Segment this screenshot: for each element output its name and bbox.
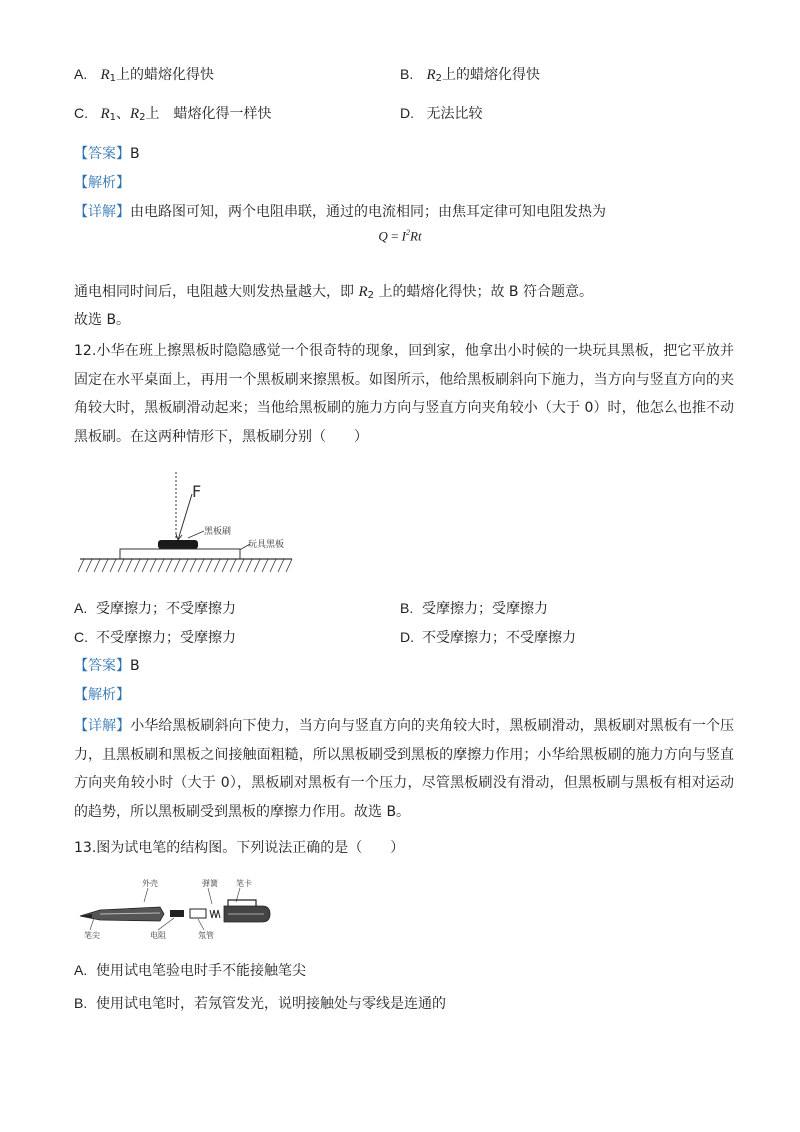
formula-rt: Rt [410, 228, 422, 244]
q12-answer [74, 656, 140, 676]
q11-conclusion: 故选 B。 [74, 312, 131, 328]
q12-option-c [74, 627, 236, 648]
force-label: F [192, 482, 202, 501]
r2-symbol: R [358, 284, 368, 300]
q12-option-b [400, 598, 548, 619]
q13-figure [78, 876, 278, 942]
spring [210, 910, 220, 918]
formula-q: Q [378, 228, 388, 244]
detail-text: 由电路图可知，两个电阻串联，通过的电流相同；由焦耳定律可知电阻发热为 [130, 204, 606, 220]
q11-option-b [400, 64, 540, 85]
q12-option-a [74, 598, 236, 619]
resistor-label: 电阻 [150, 931, 166, 940]
pen-tip-body [80, 907, 164, 921]
blackboard-brush [158, 540, 198, 549]
board-label: 玩具黑板 [248, 540, 285, 550]
neon-label: 氖管 [198, 931, 214, 940]
r2-symbol: R [426, 67, 436, 83]
r2-symbol: R [130, 106, 140, 122]
table-hatch [78, 559, 292, 572]
q11-option-c [74, 103, 272, 124]
brush-leader [188, 531, 204, 538]
q11-option-c-text: 上 蜡熔化得一样快 [145, 106, 272, 122]
pen-cap [224, 900, 270, 922]
detail-text: 小华给黑板刷斜向下使力，当方向与竖直方向的夹角较大时，黑板刷滑动，黑板刷对黑板有一个压力，且黑板刷和黑板之间接触面粗糙，所以黑板刷受到黑板的摩擦力作用；小华给黑板刷的施力方向与竖直方向夹角较小时（大于 0），黑板刷对黑板有一个压力，尽管黑板刷没有滑动，但黑板刷与黑板有相对运动的趋势，所以黑板刷受到黑板的摩擦力作用。故选 B。 [74, 718, 735, 820]
detail-text: 上的蜡熔化得快；故 B 符合题意。 [374, 284, 593, 300]
answer-value: B [130, 658, 140, 674]
q11-option-b-text: 上的蜡熔化得快 [442, 67, 540, 83]
q12-option-c-label: C. [74, 629, 88, 645]
q12-option-a-text: 受摩擦力；不受摩擦力 [96, 601, 236, 617]
q12-option-d-label: D. [400, 629, 414, 645]
q12-option-c-text: 不受摩擦力；受摩擦力 [96, 630, 236, 646]
q11-option-d-label: D. [400, 105, 414, 121]
neon-tube [190, 909, 206, 918]
detail-tag: 【详解】 [74, 718, 131, 734]
q11-option-d-text: 无法比较 [426, 106, 483, 122]
q11-answer [74, 144, 140, 164]
tip-leader [90, 918, 94, 930]
q13-option-a [74, 960, 306, 981]
spring-label: 弹簧 [202, 879, 218, 888]
q12-option-a-label: A. [74, 600, 88, 616]
answer-value: B [130, 146, 140, 162]
shell-leader [144, 888, 148, 902]
formula-equals: = [387, 228, 402, 244]
q11-option-b-label: B. [400, 66, 414, 82]
neon-leader [198, 919, 204, 930]
analysis-tag: 【解析】 [74, 687, 130, 703]
resistor [170, 910, 184, 917]
formula-i: I [401, 228, 406, 244]
r2-subscript: 2 [435, 73, 442, 84]
formula-exponent: 2 [406, 228, 410, 237]
brush-label: 黑板刷 [204, 527, 232, 537]
q12-option-b-text: 受摩擦力；受摩擦力 [422, 601, 548, 617]
q12-option-b-label: B. [400, 600, 414, 616]
q13-option-b-label: B. [74, 995, 88, 1011]
q11-option-a [74, 64, 214, 85]
q12-option-d [400, 627, 576, 648]
q13-option-a-text: 使用试电笔验电时手不能接触笔尖 [96, 963, 306, 979]
r1-subscript: 1 [109, 112, 116, 123]
q13-option-b-text: 使用试电笔时，若氖管发光，说明接触处与零线是连通的 [96, 996, 446, 1012]
clip-label: 笔卡 [236, 879, 252, 888]
r1-subscript: 1 [109, 73, 116, 84]
r1-symbol: R [100, 67, 110, 83]
joule-formula [0, 228, 800, 244]
force-arrow [176, 472, 192, 542]
analysis-tag: 【解析】 [74, 175, 130, 191]
r1-symbol: R [100, 106, 110, 122]
q12-detail [74, 712, 734, 826]
q12-stem: 12.小华在班上擦黑板时隐隐感觉一个很奇特的现象，回到家，他拿出小时候的一块玩具黑板，把它平放并固定在水平桌面上，再用一个黑板刷来擦黑板。如图所示，他给黑板刷斜向下施力，当方向与竖直方向的夹角较大时，黑板刷滑动起来；当他给黑板刷的施力方向与竖直方向夹角较小（大于 0）时，他怎么也推不动黑板刷。在这两种情形下，黑板刷分别（ ） [74, 343, 734, 445]
q11-option-c-label: C. [74, 105, 88, 121]
detail-text: 通电相同时间后，电阻越大则发热量越大，即 [74, 284, 359, 300]
separator: 、 [116, 106, 130, 122]
q11-option-a-text: 上的蜡熔化得快 [116, 67, 214, 83]
q13-option-a-label: A. [74, 962, 88, 978]
q12-figure [78, 472, 298, 580]
shell-label: 外壳 [142, 879, 158, 888]
q12-option-d-text: 不受摩擦力；不受摩擦力 [422, 630, 576, 646]
r2-subscript: 2 [139, 112, 146, 123]
q11-detail-line1 [74, 202, 606, 222]
spring-leader [208, 888, 212, 904]
q11-option-a-label: A. [74, 66, 88, 82]
answer-tag: 【答案】 [74, 146, 130, 162]
q11-option-d [400, 103, 482, 124]
q13-option-b [74, 993, 446, 1014]
q11-detail-line2 [74, 282, 593, 302]
detail-tag: 【详解】 [74, 204, 130, 220]
answer-tag: 【答案】 [74, 658, 130, 674]
q13-stem: 13.图为试电笔的结构图。下列说法正确的是（ ） [74, 840, 405, 856]
toy-blackboard [120, 549, 240, 559]
tip-label: 笔尖 [84, 931, 100, 940]
r2-subscript: 2 [367, 290, 374, 301]
